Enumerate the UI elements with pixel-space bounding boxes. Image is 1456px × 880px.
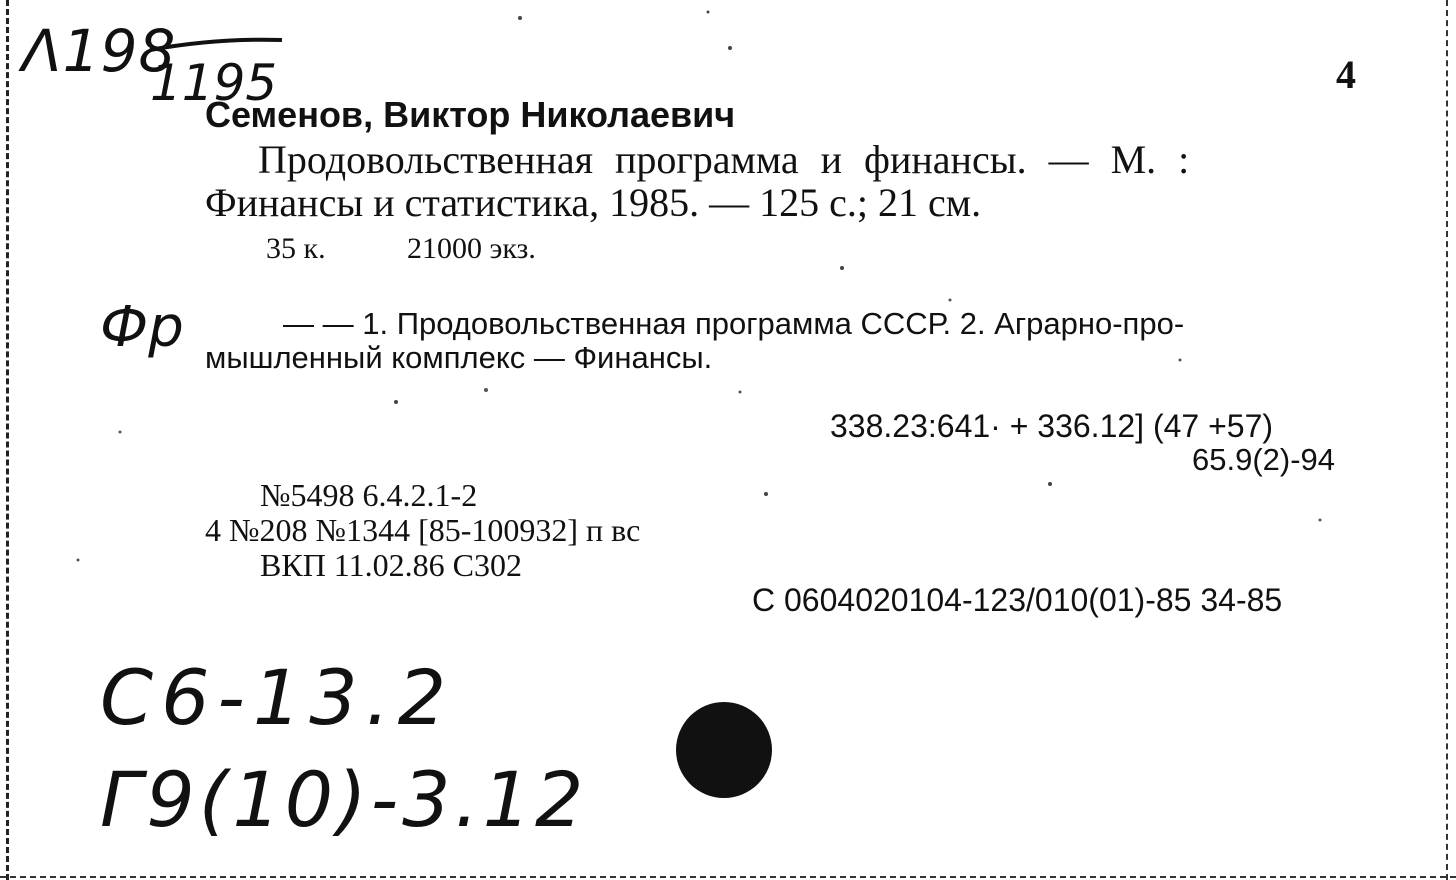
subjects-line-1: — — 1. Продовольственная программа СССР. 2. Аграрно-про- bbox=[283, 306, 1185, 341]
subjects-line-2: мышленный комплекс — Финансы. bbox=[205, 340, 713, 375]
author-heading: Семенов, Виктор Николаевич bbox=[205, 94, 736, 135]
title-line-2: Финансы и статистика, 1985. — 125 с.; 21 см. bbox=[205, 180, 982, 225]
price: 35 к. bbox=[266, 232, 326, 265]
title-line-1: Продовольственная программа и финансы. — М. : bbox=[258, 137, 1190, 182]
handwritten-class-2: Г9(10)-3.12 bbox=[100, 755, 588, 844]
card-no: №5498 6.4.2.1-2 bbox=[260, 477, 478, 513]
isbn-code: С 0604020104-123/010(01)-85 34-85 bbox=[752, 582, 1283, 618]
handwritten-class-1: С6-13.2 bbox=[100, 653, 455, 742]
card-number: 4 bbox=[1336, 52, 1356, 97]
handwritten-shelf-code: Λ198 bbox=[22, 17, 177, 85]
handwritten-mark-fr: Фр bbox=[100, 295, 184, 360]
registration-line: 4 №208 №1344 [85-100932] п вс bbox=[205, 512, 641, 548]
handwritten-shelf-code-2: 1195 bbox=[150, 54, 278, 112]
copies: 21000 экз. bbox=[407, 232, 536, 265]
bbk-index: 65.9(2)-94 bbox=[1192, 442, 1336, 477]
vkp-line: ВКП 11.02.86 С302 bbox=[260, 547, 522, 583]
udc-index: 338.23:641· + 336.12] (47 +57) bbox=[830, 408, 1274, 444]
